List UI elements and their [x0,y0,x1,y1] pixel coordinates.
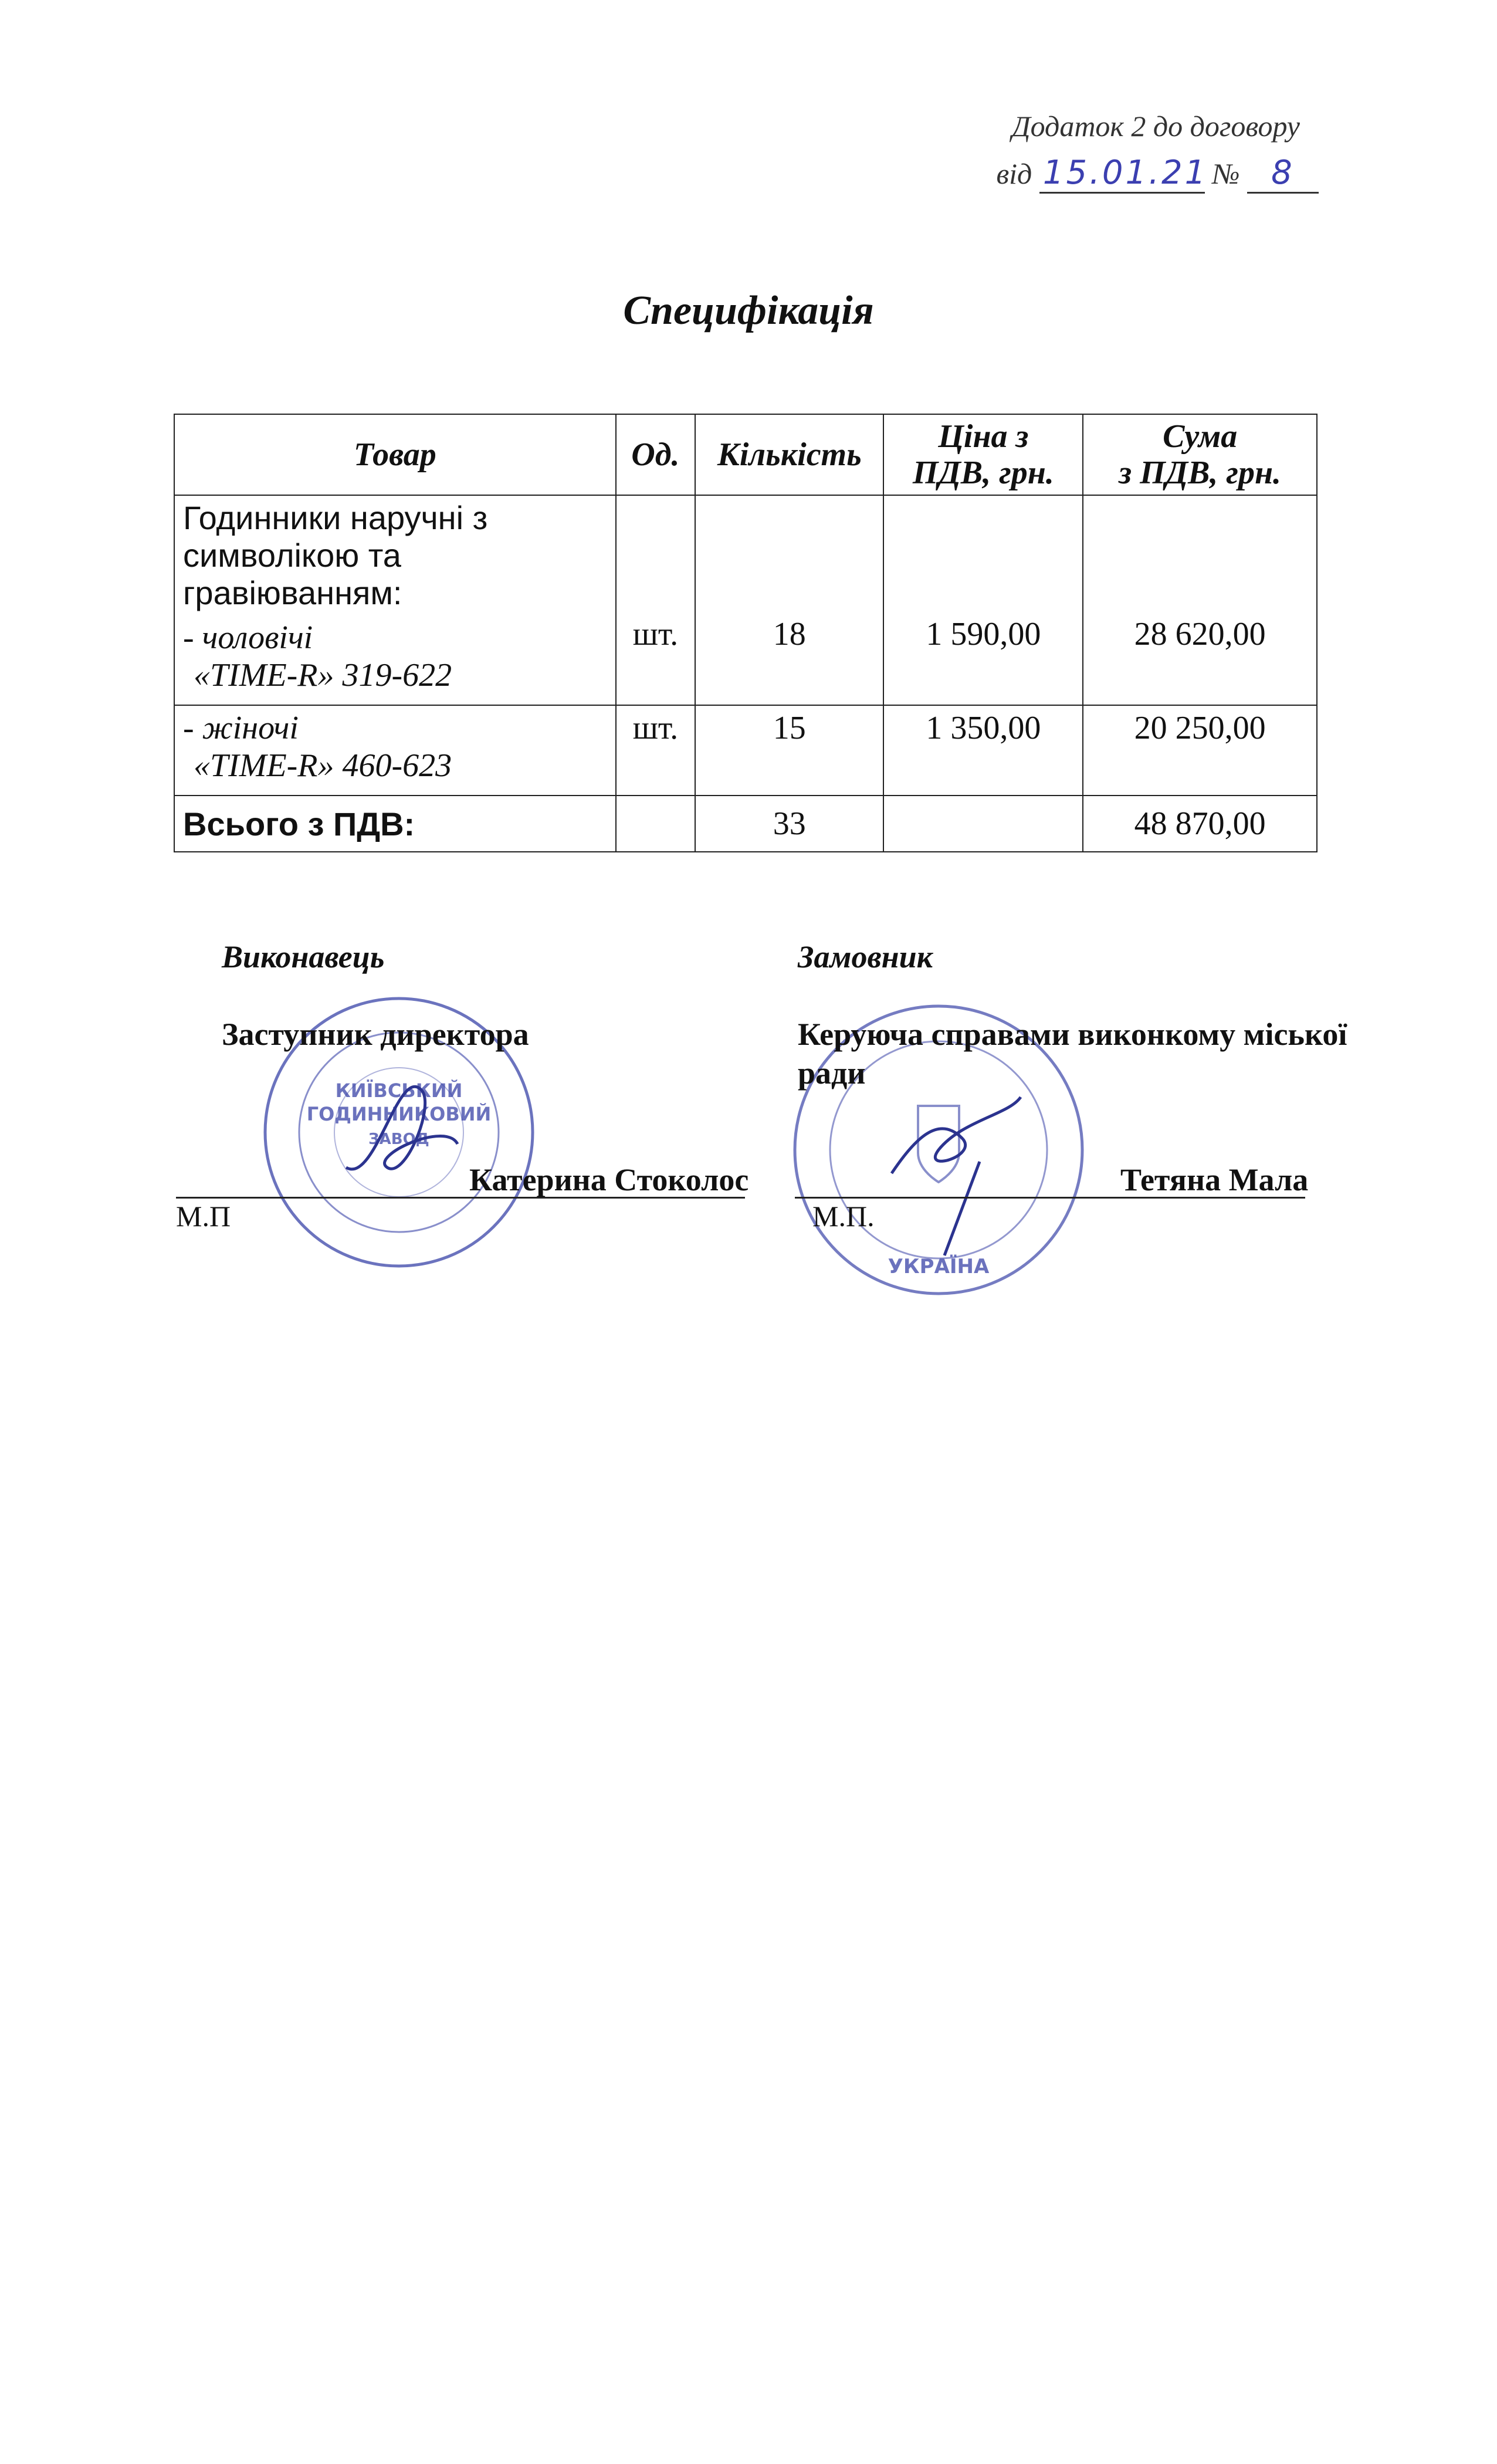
empty-cell [883,495,1083,615]
customer-stamp-bottom: УКРАЇНА [888,1255,990,1278]
goods-model: «TIME-R» 319-622 [194,657,452,693]
col-header-unit: Од. [616,414,696,495]
empty-cell [616,495,696,615]
empty-cell [1083,495,1317,615]
contract-date-line [996,154,1319,194]
executor-stamp-line1: КИЇВСЬКИЙ [335,1079,463,1102]
executor-stamp-line2: ГОДИННИКОВИЙ [306,1103,492,1125]
goods-intro [174,495,616,615]
specification-table [174,414,1318,852]
col-header-price-line1: Ціна з [938,418,1029,455]
table-row-intro [174,495,1317,615]
contract-number-field [1247,154,1319,194]
customer-role [798,1015,1347,1092]
executor-signature-line [176,1197,745,1199]
sum-cell: 28 620,00 [1083,615,1317,705]
price-cell: 1 350,00 [883,705,1083,796]
unit-cell: шт. [616,615,696,705]
empty-cell [695,495,883,615]
goods-name: - жіночі [183,710,299,746]
goods-intro-line1: Годинники наручні з [183,499,488,536]
contract-number: 8 [1271,154,1295,192]
customer-signature-line [795,1197,1305,1199]
goods-model: «TIME-R» 460-623 [194,747,452,784]
date-prefix: від [996,157,1032,190]
customer-role-line1: Керуюча справами виконкому міської [798,1017,1347,1052]
col-header-sum [1083,414,1317,495]
executor-mp: М.П [176,1200,231,1233]
qty-cell: 18 [695,615,883,705]
customer-label: Замовник [798,939,933,974]
customer-role-line2: ради [798,1055,866,1091]
contract-date: 15.01.21 [1042,154,1208,192]
customer-name: Тетяна Мала [1120,1162,1309,1197]
page-title: Специфікація [623,288,874,333]
col-header-goods: Товар [174,414,616,495]
contract-date-field [1039,154,1208,194]
table-row [174,615,1317,705]
empty-cell [883,796,1083,852]
price-cell: 1 590,00 [883,615,1083,705]
addendum-reference: Додаток 2 до договору [1011,110,1300,143]
col-header-sum-line2: з ПДВ, грн. [1119,455,1282,491]
executor-role: Заступник директора [222,1017,529,1052]
customer-signature-icon [892,1097,1021,1255]
col-header-sum-line1: Сума [1163,418,1238,455]
table-row [174,705,1317,796]
total-qty: 33 [695,796,883,852]
goods-cell [174,705,616,796]
trident-icon [918,1106,959,1182]
table-header-row [174,414,1317,495]
executor-name: Катерина Стоколос [469,1162,749,1197]
col-header-price-line2: ПДВ, грн. [912,455,1054,491]
unit-cell: шт. [616,705,696,796]
total-sum: 48 870,00 [1083,796,1317,852]
executor-label: Виконавець [222,939,385,974]
executor-stamp-line3: ЗАВОД [368,1131,429,1148]
empty-cell [616,796,696,852]
table-total-row [174,796,1317,852]
qty-cell: 15 [695,705,883,796]
col-header-qty: Кількість [695,414,883,495]
col-header-price [883,414,1083,495]
sum-cell: 20 250,00 [1083,705,1317,796]
customer-mp: М.П. [812,1200,875,1233]
number-prefix: № [1212,157,1240,190]
goods-name: - чоловічі [183,620,313,656]
goods-intro-line2: символікою та гравіюванням: [183,537,402,611]
goods-cell [174,615,616,705]
total-label: Всього з ПДВ: [174,796,616,852]
